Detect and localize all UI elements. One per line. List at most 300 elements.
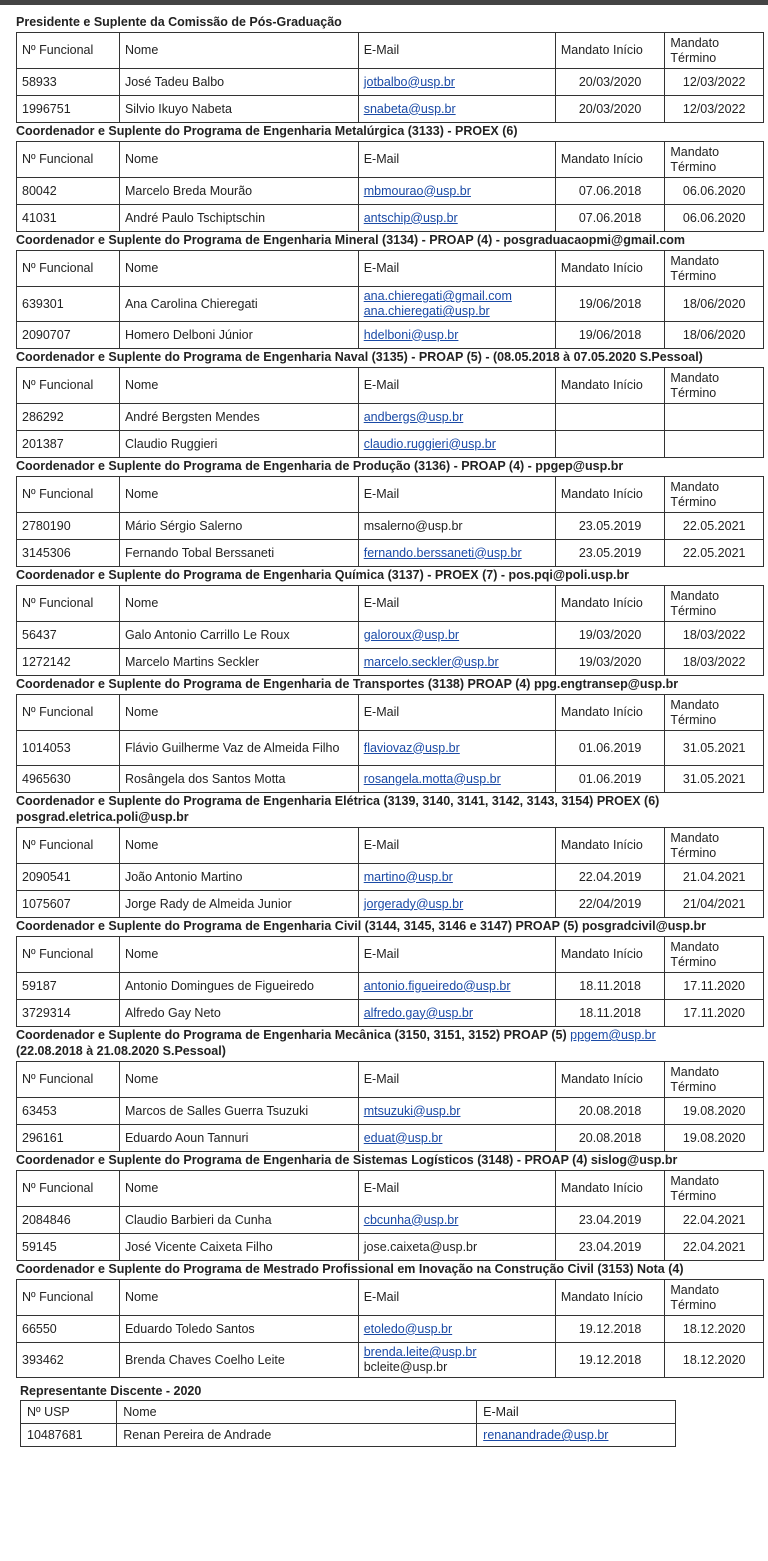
section-title-text: Coordenador e Suplente do Programa de Engenharia Elétrica (3139, 3140, 3141, 3142, 3143, 3154) PROEX (6) posgrad.eletrica.poli@usp.br: [16, 794, 660, 824]
mandato-termino-cell: 06.06.2020: [665, 178, 764, 205]
email-link[interactable]: fernando.berssaneti@usp.br: [363, 545, 522, 560]
header-funcional: Nº Funcional: [17, 142, 120, 178]
email-link[interactable]: antschip@usp.br: [363, 210, 458, 225]
nome-cell: Fernando Tobal Berssaneti: [119, 540, 358, 567]
committee-section: [0, 458, 768, 567]
email-cell[interactable]: [358, 96, 555, 123]
section-title: [0, 1027, 768, 1061]
header-mandato-inicio: Mandato Início: [555, 251, 665, 287]
header-mandato-termino: Mandato Término: [665, 477, 764, 513]
email-cell[interactable]: [358, 766, 555, 793]
email-cell[interactable]: [358, 513, 555, 540]
section-title: [0, 232, 768, 250]
funcional-cell: 66550: [17, 1316, 120, 1343]
header-funcional: Nº Funcional: [17, 586, 120, 622]
table-header-row: [17, 1062, 764, 1098]
discente-title: Representante Discente - 2020: [20, 1384, 202, 1398]
email-cell[interactable]: [358, 864, 555, 891]
email-link[interactable]: snabeta@usp.br: [363, 101, 456, 116]
header-nome: Nome: [119, 586, 358, 622]
section-title: [0, 458, 768, 476]
mandato-termino-cell: 17.11.2020: [665, 1000, 764, 1027]
section-title: [0, 349, 768, 367]
email-cell[interactable]: [358, 891, 555, 918]
section-title: [0, 676, 768, 694]
funcional-cell: 1075607: [17, 891, 120, 918]
header-nome: Nome: [119, 1280, 358, 1316]
table-header-row: [17, 937, 764, 973]
email-link[interactable]: flaviovaz@usp.br: [363, 740, 460, 755]
header-funcional: Nº Funcional: [17, 937, 120, 973]
section-title: [0, 1152, 768, 1170]
committee-section: [0, 1027, 768, 1152]
nome-cell: Marcos de Salles Guerra Tsuzuki: [119, 1098, 358, 1125]
email-cell[interactable]: [358, 1125, 555, 1152]
mandato-termino-cell: 18/03/2022: [665, 622, 764, 649]
mandato-inicio-cell: 07.06.2018: [555, 178, 665, 205]
nome-cell: Claudio Barbieri da Cunha: [119, 1207, 358, 1234]
section-title: [0, 14, 768, 32]
table-header-row: [17, 251, 764, 287]
email-cell[interactable]: [358, 1343, 555, 1378]
committee-section: [0, 123, 768, 232]
mandato-termino-cell: 22.05.2021: [665, 540, 764, 567]
header-email: E-Mail: [358, 937, 555, 973]
mandato-inicio-cell: 23.05.2019: [555, 540, 665, 567]
members-table: [16, 476, 764, 567]
header-mandato-termino: Mandato Término: [665, 33, 764, 69]
nome-cell: Antonio Domingues de Figueiredo: [119, 973, 358, 1000]
nome-cell: Alfredo Gay Neto: [119, 1000, 358, 1027]
committee-section: [0, 793, 768, 918]
mandato-inicio-cell: 22.04.2019: [555, 864, 665, 891]
nome-cell: Eduardo Aoun Tannuri: [119, 1125, 358, 1152]
table-row: [17, 404, 764, 431]
funcional-cell: 56437: [17, 622, 120, 649]
section-title-text: Coordenador e Suplente do Programa de Engenharia Metalúrgica (3133) - PROEX (6): [16, 124, 518, 138]
mandato-termino-cell: 18.12.2020: [665, 1316, 764, 1343]
mandato-inicio-cell: 07.06.2018: [555, 205, 665, 232]
mandato-termino-cell: 22.04.2021: [665, 1234, 764, 1261]
header-mandato-termino: Mandato Término: [665, 251, 764, 287]
header-usp: Nº USP: [21, 1401, 117, 1424]
header-email: E-Mail: [358, 477, 555, 513]
header-mandato-termino: Mandato Término: [665, 937, 764, 973]
header-email: E-Mail: [358, 695, 555, 731]
discente-row: [21, 1424, 676, 1447]
funcional-cell: 1272142: [17, 649, 120, 676]
table-header-row: [17, 142, 764, 178]
top-rule: [0, 0, 768, 5]
table-header-row: [17, 368, 764, 404]
section-title-text: Coordenador e Suplente do Programa de Engenharia de Produção (3136) - PROAP (4) - ppgep@usp.br: [16, 459, 624, 473]
section-title-text: Coordenador e Suplente do Programa de Engenharia de Sistemas Logísticos (3148) - PROAP (4) sislog@usp.br: [16, 1153, 678, 1167]
members-table: [16, 936, 764, 1027]
funcional-cell: 2090541: [17, 864, 120, 891]
mandato-inicio-cell: 19.12.2018: [555, 1343, 665, 1378]
table-header-row: [17, 33, 764, 69]
funcional-cell: 4965630: [17, 766, 120, 793]
nome-cell: Silvio Ikuyo Nabeta: [119, 96, 358, 123]
mandato-inicio-cell: 19/03/2020: [555, 622, 665, 649]
email-link[interactable]: etoledo@usp.br: [363, 1321, 453, 1336]
email-cell[interactable]: [358, 622, 555, 649]
email-link[interactable]: hdelboni@usp.br: [363, 327, 459, 342]
header-nome: Nome: [119, 142, 358, 178]
nome-cell: Claudio Ruggieri: [119, 431, 358, 458]
table-row: [17, 1234, 764, 1261]
funcional-cell: 2780190: [17, 513, 120, 540]
nome-cell: Jorge Rady de Almeida Junior: [119, 891, 358, 918]
funcional-cell: 201387: [17, 431, 120, 458]
header-mandato-termino: Mandato Término: [665, 695, 764, 731]
header-mandato-inicio: Mandato Início: [555, 33, 665, 69]
table-row: [17, 973, 764, 1000]
nome-cell: Brenda Chaves Coelho Leite: [119, 1343, 358, 1378]
header-nome: Nome: [119, 937, 358, 973]
header-funcional: Nº Funcional: [17, 828, 120, 864]
table-header-row: [17, 828, 764, 864]
header-mandato-termino: Mandato Término: [665, 828, 764, 864]
email-cell[interactable]: [358, 731, 555, 766]
nome-cell: Ana Carolina Chieregati: [119, 287, 358, 322]
header-mandato-inicio: Mandato Início: [555, 937, 665, 973]
committee-section: [0, 1152, 768, 1261]
mandato-inicio-cell: 20.08.2018: [555, 1098, 665, 1125]
mandato-inicio-cell: 23.04.2019: [555, 1207, 665, 1234]
header-nome: Nome: [119, 1171, 358, 1207]
email-link[interactable]: cbcunha@usp.br: [363, 1212, 459, 1227]
funcional-cell: 3145306: [17, 540, 120, 567]
members-table: [16, 250, 764, 349]
mandato-inicio-cell: 01.06.2019: [555, 766, 665, 793]
mandato-termino-cell: 31.05.2021: [665, 766, 764, 793]
nome-cell: Flávio Guilherme Vaz de Almeida Filho: [119, 731, 358, 766]
email-link[interactable]: jorgerady@usp.br: [363, 896, 464, 911]
section-email-link[interactable]: ppgem@usp.br: [570, 1028, 656, 1042]
table-row: [17, 540, 764, 567]
header-email: E-Mail: [358, 828, 555, 864]
members-table: [16, 32, 764, 123]
committee-section: [0, 567, 768, 676]
header-nome: Nome: [119, 251, 358, 287]
header-email: E-Mail: [358, 142, 555, 178]
mandato-inicio-cell: 20/03/2020: [555, 96, 665, 123]
mandato-inicio-cell: [555, 431, 665, 458]
funcional-cell: 41031: [17, 205, 120, 232]
nome-cell: José Vicente Caixeta Filho: [119, 1234, 358, 1261]
email-text: msalerno@usp.br: [363, 518, 463, 533]
members-table: [16, 1061, 764, 1152]
table-row: [17, 178, 764, 205]
mandato-inicio-cell: 20.08.2018: [555, 1125, 665, 1152]
header-email: E-Mail: [358, 1171, 555, 1207]
mandato-termino-cell: 18/06/2020: [665, 287, 764, 322]
header-mandato-inicio: Mandato Início: [555, 1280, 665, 1316]
committee-section: [0, 918, 768, 1027]
funcional-cell: 1014053: [17, 731, 120, 766]
email-cell[interactable]: [358, 540, 555, 567]
funcional-cell: 393462: [17, 1343, 120, 1378]
nome-cell: João Antonio Martino: [119, 864, 358, 891]
section-title-tail: (22.08.2018 à 21.08.2020 S.Pessoal): [16, 1044, 226, 1058]
mandato-inicio-cell: 18.11.2018: [555, 1000, 665, 1027]
email-link[interactable]: brenda.leite@usp.br: [363, 1345, 477, 1359]
funcional-cell: 2084846: [17, 1207, 120, 1234]
section-title-text: Coordenador e Suplente do Programa de Engenharia de Transportes (3138) PROAP (4) ppg.engtransep@usp.br: [16, 677, 679, 691]
header-mandato-inicio: Mandato Início: [555, 368, 665, 404]
header-mandato-inicio: Mandato Início: [555, 142, 665, 178]
table-row: [17, 864, 764, 891]
section-title-text: Coordenador e Suplente do Programa de Engenharia Civil (3144, 3145, 3146 e 3147) PROAP (5) posgradcivil@usp.br: [16, 919, 706, 933]
header-nome: Nome: [119, 368, 358, 404]
funcional-cell: 59145: [17, 1234, 120, 1261]
mandato-inicio-cell: 19/06/2018: [555, 322, 665, 349]
representante-discente: [0, 1378, 768, 1447]
email-cell[interactable]: [358, 178, 555, 205]
mandato-termino-cell: [665, 431, 764, 458]
committee-section: [0, 1261, 768, 1378]
mandato-inicio-cell: [555, 404, 665, 431]
email-link[interactable]: martino@usp.br: [363, 869, 453, 884]
email-link[interactable]: renanandrade@usp.br: [483, 1428, 609, 1442]
email-link[interactable]: eduat@usp.br: [363, 1130, 443, 1145]
header-nome: Nome: [117, 1401, 477, 1424]
mandato-termino-cell: 06.06.2020: [665, 205, 764, 232]
section-title: [0, 123, 768, 141]
nome-cell: José Tadeu Balbo: [119, 69, 358, 96]
members-table: [16, 585, 764, 676]
mandato-termino-cell: 17.11.2020: [665, 973, 764, 1000]
members-table: [16, 141, 764, 232]
mandato-termino-cell: 22.04.2021: [665, 1207, 764, 1234]
section-title-text: Coordenador e Suplente do Programa de Mestrado Profissional em Inovação na Construção Civil (3153) Nota (4): [16, 1262, 684, 1276]
header-email: E-Mail: [358, 33, 555, 69]
email-cell[interactable]: [358, 649, 555, 676]
email-link[interactable]: ana.chieregati@gmail.com: [363, 289, 512, 303]
members-table: [16, 1170, 764, 1261]
mandato-termino-cell: 19.08.2020: [665, 1098, 764, 1125]
table-row: [17, 205, 764, 232]
table-header-row: [17, 1171, 764, 1207]
header-nome: Nome: [119, 828, 358, 864]
members-table: [16, 827, 764, 918]
mandato-inicio-cell: 20/03/2020: [555, 69, 665, 96]
email-link[interactable]: mbmourao@usp.br: [363, 183, 471, 198]
mandato-inicio-cell: 19.12.2018: [555, 1316, 665, 1343]
header-funcional: Nº Funcional: [17, 695, 120, 731]
header-nome: Nome: [119, 695, 358, 731]
mandato-termino-cell: 12/03/2022: [665, 69, 764, 96]
header-email: E-Mail: [358, 1280, 555, 1316]
email-link[interactable]: jotbalbo@usp.br: [363, 74, 455, 89]
section-title: [0, 567, 768, 585]
nome-cell: André Bergsten Mendes: [119, 404, 358, 431]
section-title: [0, 1261, 768, 1279]
document-body: [0, 14, 768, 1447]
discente-header-row: [21, 1401, 676, 1424]
nome-cell: André Paulo Tschiptschin: [119, 205, 358, 232]
email-link[interactable]: alfredo.gay@usp.br: [363, 1005, 473, 1020]
header-mandato-termino: Mandato Término: [665, 586, 764, 622]
email-cell[interactable]: [358, 1000, 555, 1027]
table-row: [17, 1316, 764, 1343]
table-row: [17, 1098, 764, 1125]
mandato-inicio-cell: 23.05.2019: [555, 513, 665, 540]
committee-section: [0, 676, 768, 793]
members-table: [16, 367, 764, 458]
header-email: E-Mail: [358, 1062, 555, 1098]
header-email: E-Mail: [358, 368, 555, 404]
mandato-inicio-cell: 01.06.2019: [555, 731, 665, 766]
email-cell[interactable]: [358, 1316, 555, 1343]
committee-section: [0, 232, 768, 349]
section-title: [0, 918, 768, 936]
header-funcional: Nº Funcional: [17, 368, 120, 404]
header-email: E-Mail: [477, 1401, 676, 1424]
email-link[interactable]: marcelo.seckler@usp.br: [363, 654, 499, 669]
mandato-termino-cell: 12/03/2022: [665, 96, 764, 123]
mandato-termino-cell: 18/03/2022: [665, 649, 764, 676]
committee-section: [0, 349, 768, 458]
header-mandato-termino: Mandato Término: [665, 1280, 764, 1316]
funcional-cell: 59187: [17, 973, 120, 1000]
mandato-inicio-cell: 19/06/2018: [555, 287, 665, 322]
table-row: [17, 1207, 764, 1234]
table-row: [17, 622, 764, 649]
email-link[interactable]: galoroux@usp.br: [363, 627, 460, 642]
funcional-cell: 639301: [17, 287, 120, 322]
table-row: [17, 731, 764, 766]
mandato-inicio-cell: 23.04.2019: [555, 1234, 665, 1261]
email-cell[interactable]: [358, 1207, 555, 1234]
section-title-text: Coordenador e Suplente do Programa de Engenharia Mineral (3134) - PROAP (4) - posgraduacaopmi@gmail.com: [16, 233, 686, 247]
email-link[interactable]: mtsuzuki@usp.br: [363, 1103, 461, 1118]
funcional-cell: 1996751: [17, 96, 120, 123]
email-cell[interactable]: [358, 287, 555, 322]
funcional-cell: 286292: [17, 404, 120, 431]
nome-cell: Mário Sérgio Salerno: [119, 513, 358, 540]
email-cell[interactable]: [358, 1098, 555, 1125]
table-row: [17, 1125, 764, 1152]
nome-cell: Galo Antonio Carrillo Le Roux: [119, 622, 358, 649]
email-cell[interactable]: [358, 69, 555, 96]
table-row: [17, 96, 764, 123]
section-title-text: Coordenador e Suplente do Programa de Engenharia Naval (3135) - PROAP (5) - (08.05.2018 à 07.05.2020 S.Pessoal): [16, 350, 703, 364]
email-cell[interactable]: [358, 973, 555, 1000]
email-cell[interactable]: [358, 322, 555, 349]
header-mandato-termino: Mandato Término: [665, 142, 764, 178]
mandato-termino-cell: 19.08.2020: [665, 1125, 764, 1152]
header-funcional: Nº Funcional: [17, 477, 120, 513]
email-cell[interactable]: [358, 205, 555, 232]
section-title-text: Presidente e Suplente da Comissão de Pós-Graduação: [16, 15, 342, 29]
email-link[interactable]: claudio.ruggieri@usp.br: [363, 436, 496, 451]
email-cell[interactable]: [358, 431, 555, 458]
table-row: [17, 766, 764, 793]
table-header-row: [17, 1280, 764, 1316]
mandato-termino-cell: 18/06/2020: [665, 322, 764, 349]
header-mandato-inicio: Mandato Início: [555, 828, 665, 864]
mandato-inicio-cell: 19/03/2020: [555, 649, 665, 676]
funcional-cell: 2090707: [17, 322, 120, 349]
funcional-cell: 80042: [17, 178, 120, 205]
table-row: [17, 69, 764, 96]
header-nome: Nome: [119, 33, 358, 69]
section-title-text: Coordenador e Suplente do Programa de Engenharia Mecânica (3150, 3151, 3152) PROAP (5): [16, 1028, 567, 1042]
header-nome: Nome: [119, 1062, 358, 1098]
email-link[interactable]: ana.chieregati@usp.br: [363, 304, 490, 318]
committee-section: [0, 14, 768, 123]
discente-email[interactable]: [477, 1424, 676, 1447]
header-mandato-inicio: Mandato Início: [555, 1062, 665, 1098]
table-row: [17, 513, 764, 540]
email-link[interactable]: andbergs@usp.br: [363, 409, 464, 424]
email-text: jose.caixeta@usp.br: [363, 1239, 478, 1254]
table-header-row: [17, 477, 764, 513]
nome-cell: Marcelo Breda Mourão: [119, 178, 358, 205]
header-mandato-inicio: Mandato Início: [555, 695, 665, 731]
header-nome: Nome: [119, 477, 358, 513]
email-text: bcleite@usp.br: [363, 1360, 448, 1374]
members-table: [16, 694, 764, 793]
nome-cell: Marcelo Martins Seckler: [119, 649, 358, 676]
header-funcional: Nº Funcional: [17, 1062, 120, 1098]
header-mandato-inicio: Mandato Início: [555, 586, 665, 622]
header-funcional: Nº Funcional: [17, 1280, 120, 1316]
header-mandato-inicio: Mandato Início: [555, 1171, 665, 1207]
email-link[interactable]: rosangela.motta@usp.br: [363, 771, 501, 786]
email-link[interactable]: antonio.figueiredo@usp.br: [363, 978, 511, 993]
mandato-termino-cell: [665, 404, 764, 431]
funcional-cell: 3729314: [17, 1000, 120, 1027]
header-email: E-Mail: [358, 586, 555, 622]
table-header-row: [17, 695, 764, 731]
email-cell[interactable]: [358, 1234, 555, 1261]
discente-table: [20, 1400, 676, 1447]
mandato-termino-cell: 21.04.2021: [665, 864, 764, 891]
table-row: [17, 1000, 764, 1027]
mandato-inicio-cell: 18.11.2018: [555, 973, 665, 1000]
table-row: [17, 431, 764, 458]
header-mandato-inicio: Mandato Início: [555, 477, 665, 513]
table-row: [17, 322, 764, 349]
funcional-cell: 58933: [17, 69, 120, 96]
header-mandato-termino: Mandato Término: [665, 1171, 764, 1207]
discente-nome: Renan Pereira de Andrade: [117, 1424, 477, 1447]
header-mandato-termino: Mandato Término: [665, 1062, 764, 1098]
funcional-cell: 296161: [17, 1125, 120, 1152]
header-funcional: Nº Funcional: [17, 1171, 120, 1207]
nome-cell: Eduardo Toledo Santos: [119, 1316, 358, 1343]
discente-usp: 10487681: [21, 1424, 117, 1447]
table-row: [17, 287, 764, 322]
mandato-termino-cell: 22.05.2021: [665, 513, 764, 540]
mandato-termino-cell: 31.05.2021: [665, 731, 764, 766]
email-cell[interactable]: [358, 404, 555, 431]
members-table: [16, 1279, 764, 1378]
section-title-text: Coordenador e Suplente do Programa de Engenharia Química (3137) - PROEX (7) - pos.pqi@poli.usp.br: [16, 568, 629, 582]
table-row: [17, 649, 764, 676]
header-email: E-Mail: [358, 251, 555, 287]
mandato-inicio-cell: 22/04/2019: [555, 891, 665, 918]
table-header-row: [17, 586, 764, 622]
mandato-termino-cell: 18.12.2020: [665, 1343, 764, 1378]
funcional-cell: 63453: [17, 1098, 120, 1125]
nome-cell: Homero Delboni Júnior: [119, 322, 358, 349]
header-mandato-termino: Mandato Término: [665, 368, 764, 404]
nome-cell: Rosângela dos Santos Motta: [119, 766, 358, 793]
